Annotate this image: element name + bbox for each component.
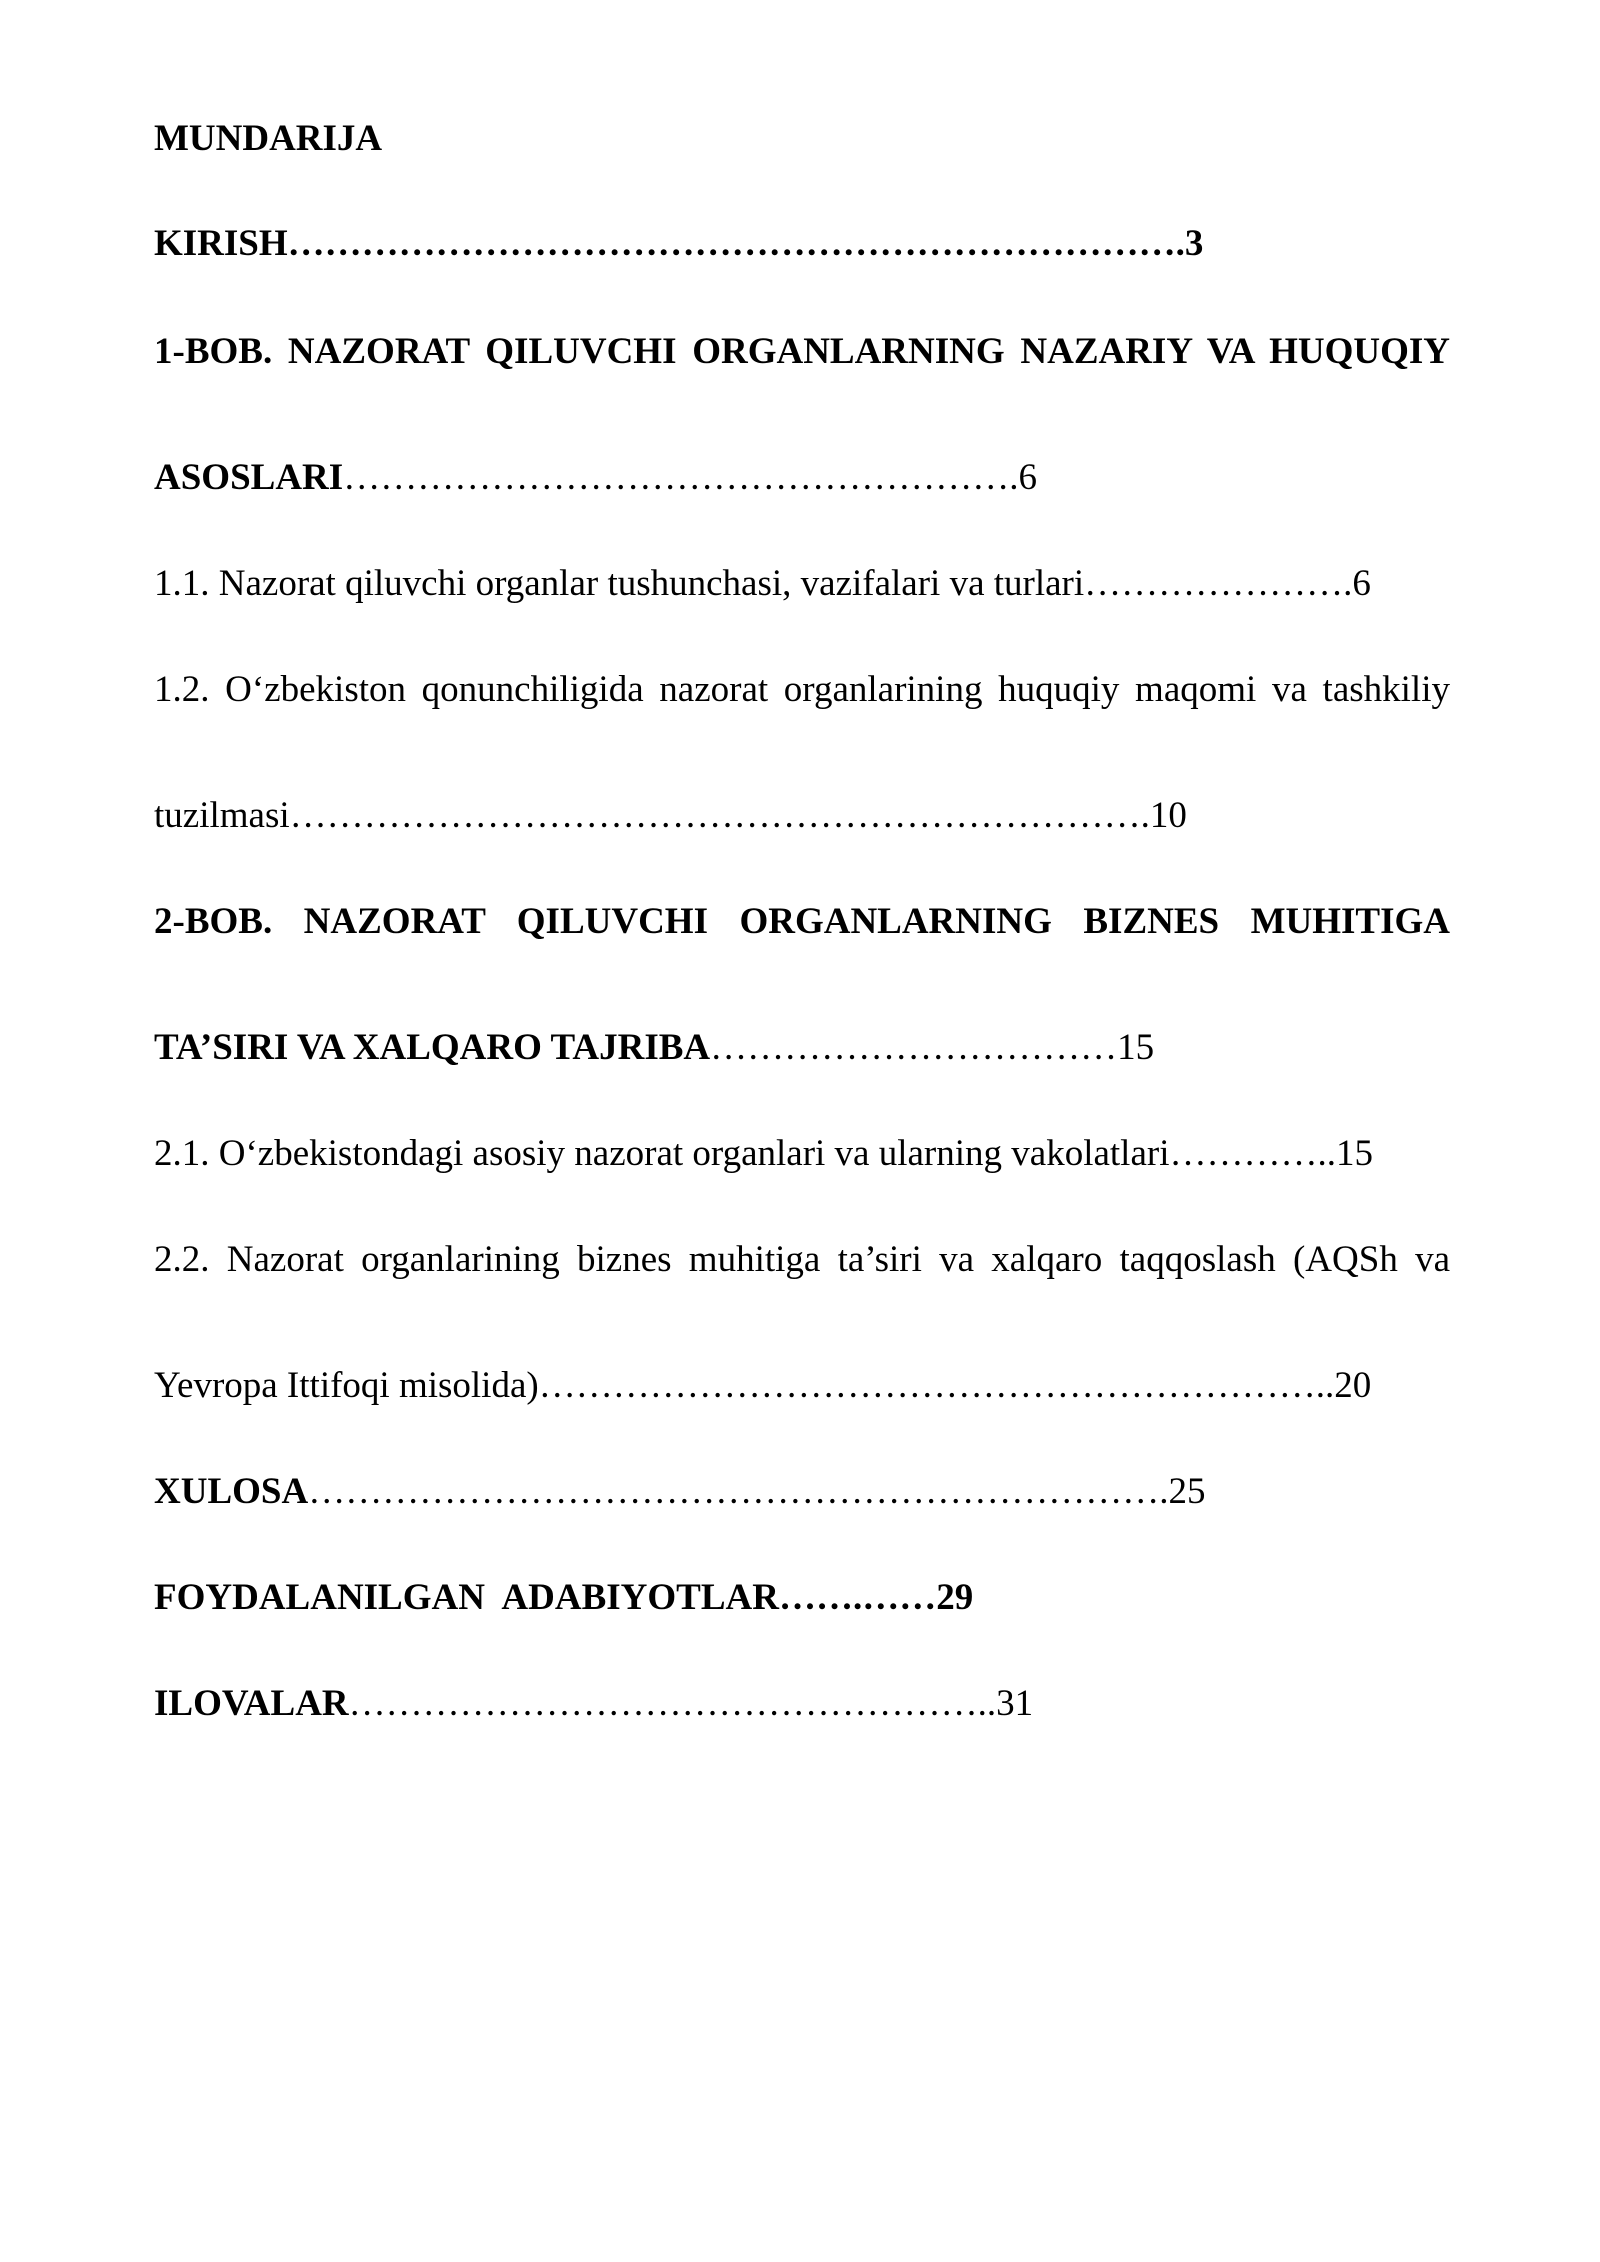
toc-xulosa-label: XULOSA: [154, 1471, 309, 1512]
toc-chapter2-label: TA’SIRI VA XALQARO TAJRIBA: [154, 1027, 711, 1068]
toc-ilovalar-label: ILOVALAR: [154, 1683, 349, 1724]
toc-chapter1-title-line2: [154, 459, 1037, 496]
toc-chapter1-leader-page: ……………………………………………….6: [343, 457, 1037, 498]
toc-section-2-2-line2: Yevropa Ittifoqi misolida)………………………………………………………..20: [154, 1365, 1372, 1406]
toc-chapter2-title-line2: [154, 1029, 1154, 1066]
toc-section-2-1: 2.1. O‘zbekistondagi asosiy nazorat organlari va ularning vakolatlari…………..15: [154, 1133, 1373, 1174]
toc-chapter2-title-line1: 2-BOB. NAZORAT QILUVCHI ORGANLARNING BIZNES MUHITIGA: [154, 901, 1450, 942]
toc-section-2-2-line1: 2.2. Nazorat organlarining biznes muhitiga ta’siri va xalqaro taqqoslash (AQSh va: [154, 1239, 1450, 1280]
toc-chapter2-leader-page: ……………………………15: [710, 1027, 1155, 1068]
toc-section-1-2-line1: 1.2. O‘zbekiston qonunchiligida nazorat organlarining huquqiy maqomi va tashkiliy: [154, 669, 1450, 710]
toc-entry-adabiyotlar: FOYDALANILGAN ADABIYOTLAR…….……29: [154, 1577, 974, 1618]
toc-chapter1-label: ASOSLARI: [154, 457, 344, 498]
toc-section-1-1: 1.1. Nazorat qiluvchi organlar tushunchasi, vazifalari va turlari………………….6: [154, 563, 1371, 604]
toc-entry-kirish: KIRISH……………………………………………………………….3: [154, 223, 1204, 264]
toc-entry-ilovalar: [154, 1685, 1033, 1722]
toc-section-1-2-line2: tuzilmasi…………………………………………………………….10: [154, 795, 1187, 836]
toc-chapter1-title-line1: 1-BOB. NAZORAT QILUVCHI ORGANLARNING NAZARIY VA HUQUQIY: [154, 331, 1450, 372]
toc-ilovalar-leader-page: ……………………………………………..31: [348, 1683, 1034, 1724]
toc-title: MUNDARIJA: [154, 118, 383, 159]
toc-entry-xulosa: [154, 1473, 1205, 1510]
toc-xulosa-leader-page: …………………………………………………………….25: [308, 1471, 1206, 1512]
